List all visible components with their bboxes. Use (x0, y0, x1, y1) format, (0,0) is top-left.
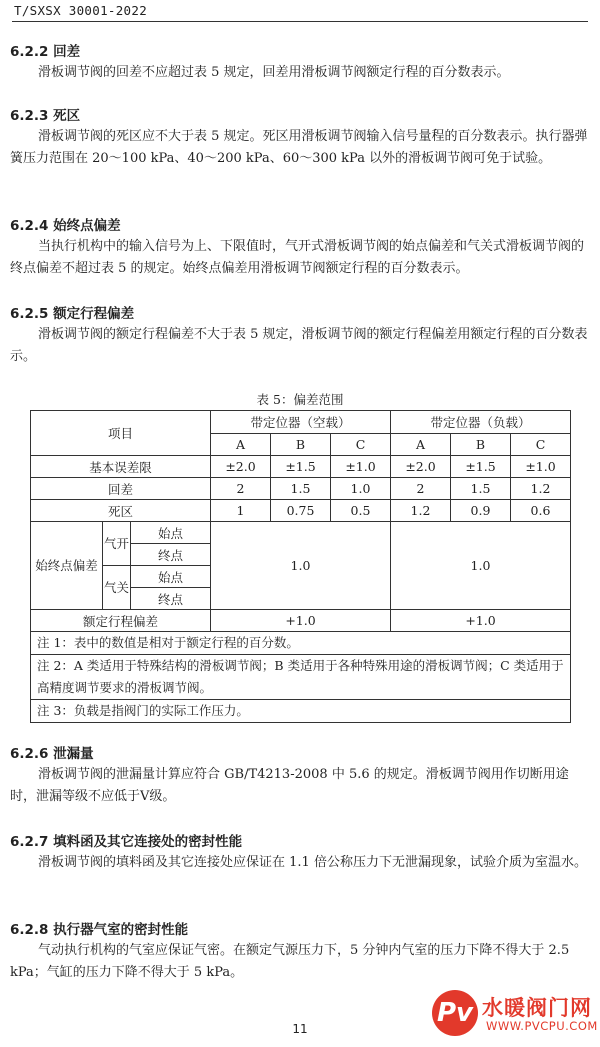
table-cell: 0.9 (451, 500, 511, 522)
section-heading-6-2-2: 6.2.2 回差 (10, 44, 81, 60)
section-body-6-2-4: 当执行机构中的输入信号为上、下限值时，气开式滑板调节阀的始点偏差和气关式滑板调节阀的终点偏差不超过表 5 的规定。始终点偏差用滑板调节阀额定行程的百分数表示。 (10, 239, 585, 276)
table-cell: ±1.0 (331, 456, 391, 478)
section-body-6-2-3: 滑板调节阀的死区应不大于表 5 规定。死区用滑板调节阀输入信号量程的百分数表示。执行器弹簧压力范围在 20～100 kPa、40～200 kPa、60～300 kPa 以外的滑板调节阀可免于试验。 (10, 129, 588, 166)
table-cell: ±1.5 (451, 456, 511, 478)
page-number: 11 (292, 1022, 308, 1036)
table-note: 注 2：A 类适用于特殊结构的滑板调节阀；B 类适用于各种特殊用途的滑板调节阀；C 类适用于高精度调节要求的滑板调节阀。 (31, 655, 571, 700)
endpoint-end: 终点 (131, 588, 211, 610)
row-label-stroke-deviation: 额定行程偏差 (31, 610, 211, 632)
row-label-dead-band: 死区 (31, 500, 211, 522)
table-cell: 1.5 (271, 478, 331, 500)
section-body-6-2-8: 气动执行机构的气室应保证气密。在额定气源压力下，5 分钟内气室的压力下降不得大于 2.5 kPa；气缸的压力下降不得大于 5 kPa。 (10, 943, 570, 980)
deviation-table (30, 410, 571, 723)
watermark-logo (432, 990, 598, 1044)
section-body-6-2-7: 滑板调节阀的填料函及其它连接处应保证在 1.1 倍公称压力下无泄漏现象，试验介质为室温水。 (38, 855, 587, 870)
section-heading-6-2-8: 6.2.8 执行器气室的密封性能 (10, 922, 189, 938)
table-cell: 1.2 (391, 500, 451, 522)
endpoint-start: 始点 (131, 566, 211, 588)
section-heading-6-2-3: 6.2.3 死区 (10, 108, 81, 124)
table-cell: ±1.5 (271, 456, 331, 478)
class-header: A (211, 434, 271, 456)
endpoint-end: 终点 (131, 544, 211, 566)
header-loaded: 带定位器（负载） (391, 411, 571, 434)
logo-url: WWW.PVCPU.COM (486, 1019, 598, 1033)
section-body-6-2-2: 滑板调节阀的回差不应超过表 5 规定，回差用滑板调节阀额定行程的百分数表示。 (38, 65, 510, 80)
table-caption: 表 5：偏差范围 (256, 392, 344, 407)
section-heading-6-2-5: 6.2.5 额定行程偏差 (10, 306, 135, 322)
logo-mark-icon: Pv (432, 990, 478, 1036)
section-body-6-2-6: 滑板调节阀的泄漏量计算应符合 GB/T4213-2008 中 5.6 的规定。滑板调节阀用作切断用途时，泄漏等级不应低于Ⅴ级。 (10, 767, 569, 804)
standard-number: T/SXSX 30001-2022 (14, 3, 148, 18)
endpoint-unloaded-value: 1.0 (211, 522, 391, 610)
table-note: 注 1：表中的数值是相对于额定行程的百分数。 (31, 632, 571, 655)
section-heading-6-2-7: 6.2.7 填料函及其它连接处的密封性能 (10, 834, 243, 850)
header-rule (12, 21, 588, 22)
row-label-basic-error: 基本误差限 (31, 456, 211, 478)
endpoint-air-close: 气关 (103, 566, 131, 610)
section-heading-6-2-6: 6.2.6 泄漏量 (10, 746, 94, 762)
table-cell: ±2.0 (391, 456, 451, 478)
class-header: B (271, 434, 331, 456)
table-cell: ±1.0 (511, 456, 571, 478)
stroke-unloaded-value: +1.0 (211, 610, 391, 632)
section-body-6-2-5: 滑板调节阀的额定行程偏差不大于表 5 规定，滑板调节阀的额定行程偏差用额定行程的百分数表示。 (10, 327, 588, 364)
stroke-loaded-value: +1.0 (391, 610, 571, 632)
endpoint-air-open: 气开 (103, 522, 131, 566)
table-cell: 1.5 (451, 478, 511, 500)
table-cell: 0.75 (271, 500, 331, 522)
section-heading-6-2-4: 6.2.4 始终点偏差 (10, 218, 121, 234)
table-cell: ±2.0 (211, 456, 271, 478)
header-item: 项目 (31, 411, 211, 456)
endpoint-start: 始点 (131, 522, 211, 544)
table-cell: 1.0 (331, 478, 391, 500)
class-header: B (451, 434, 511, 456)
table-note: 注 3：负载是指阀门的实际工作压力。 (31, 700, 571, 723)
table-cell: 0.5 (331, 500, 391, 522)
table-cell: 1.2 (511, 478, 571, 500)
table-cell: 2 (211, 478, 271, 500)
header-unloaded: 带定位器（空载） (211, 411, 391, 434)
class-header: C (331, 434, 391, 456)
row-label-hysteresis: 回差 (31, 478, 211, 500)
class-header: A (391, 434, 451, 456)
logo-name: 水暖阀门网 (482, 996, 592, 1020)
class-header: C (511, 434, 571, 456)
table-cell: 0.6 (511, 500, 571, 522)
table-cell: 2 (391, 478, 451, 500)
table-cell: 1 (211, 500, 271, 522)
row-label-endpoint: 始终点偏差 (31, 522, 103, 610)
endpoint-loaded-value: 1.0 (391, 522, 571, 610)
